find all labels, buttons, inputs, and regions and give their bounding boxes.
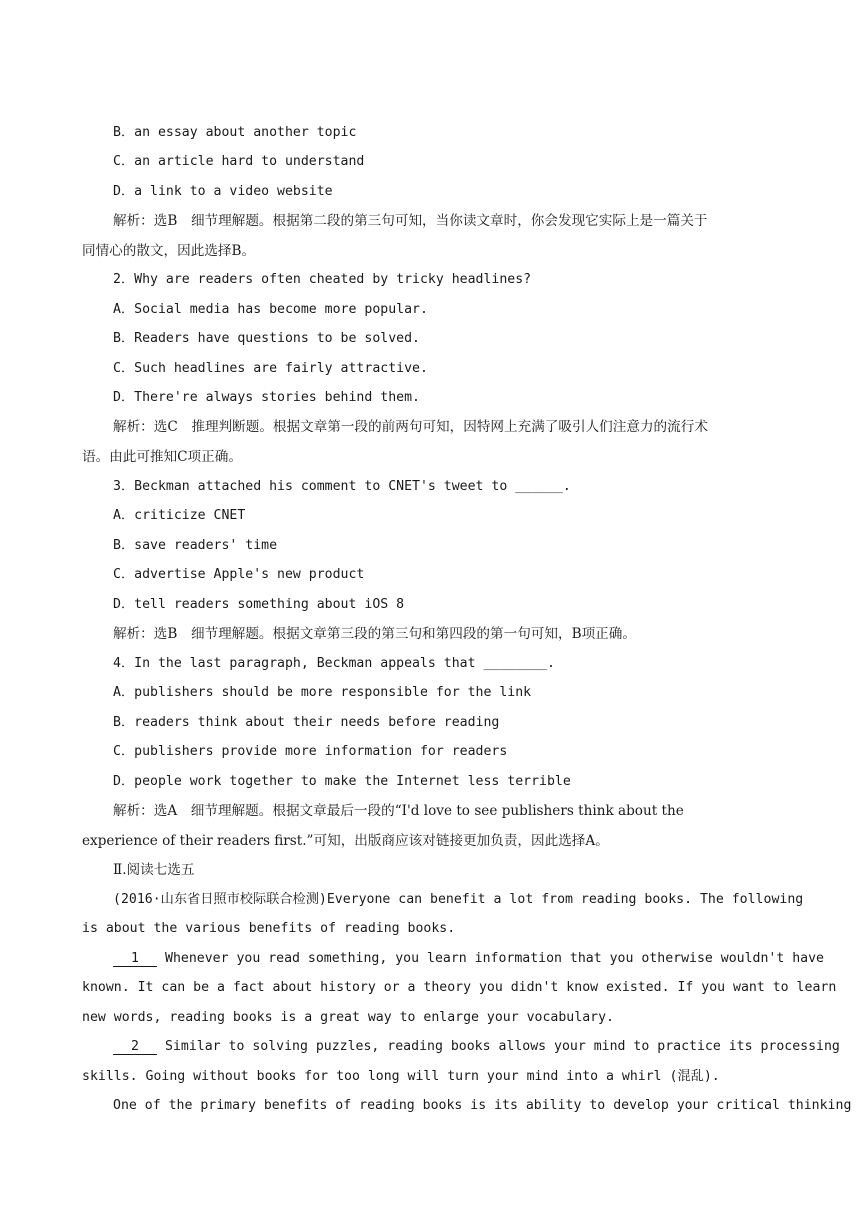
paragraph-1-line3: new words, reading books is a great way to enlarge your vocabulary.	[82, 1010, 614, 1025]
q1-option-d: D．a link to a video website	[113, 184, 333, 199]
q1-answer-line2: 同情心的散文，因此选择B。	[82, 243, 256, 259]
section-intro-line2: is about the various benefits of reading books.	[82, 921, 456, 936]
q3-answer-line1: 解析：选B 细节理解题。根据文章第三段的第三句和第四段的第一句可知，B项正确。	[113, 626, 636, 642]
paragraph-3-line1: One of the primary benefits of reading books is its ability to develop your critical thinking	[113, 1098, 852, 1113]
q3-option-c: C．advertise Apple's new product	[113, 567, 365, 582]
q2-option-d: D．There're always stories behind them.	[113, 390, 420, 405]
q4-option-c: C．publishers provide more information for readers	[113, 744, 508, 759]
q2-option-a: A．Social media has become more popular.	[113, 302, 428, 317]
q1-option-b: B．an essay about another topic	[113, 125, 357, 140]
q1-answer-line1: 解析：选B 细节理解题。根据第二段的第三句可知，当你读文章时，你会发现它实际上是一篇关于	[113, 213, 708, 229]
q4-option-d: D．people work together to make the Internet less terrible	[113, 774, 571, 789]
q4-answer-text: 解析：选A 细节理解题。根据文章最后一段的“I'd love to see publishers think about the	[113, 803, 684, 819]
q1-option-c: C．an article hard to understand	[113, 154, 365, 169]
blank-2[interactable]: 2	[113, 1040, 157, 1055]
paragraph-2-line2: skills. Going without books for too long will turn your mind into a whirl (混乱).	[82, 1069, 720, 1084]
q4-answer-line2	[82, 832, 779, 850]
q2-stem: 2．Why are readers often cheated by tricky headlines?	[113, 272, 532, 287]
q4-stem: 4．In the last paragraph, Beckman appeals that ________.	[113, 656, 555, 671]
paragraph-1-line2: known. It can be a fact about history or a theory you didn't know existed. If you want to learn	[82, 980, 837, 995]
q2-answer-line2: 语。由此可推知C项正确。	[82, 449, 242, 465]
paragraph-2-text: Similar to solving puzzles, reading books allows your mind to practice its processing	[165, 1039, 840, 1054]
q4-option-a: A．publishers should be more responsible for the link	[113, 685, 532, 700]
q3-option-a: A．criticize CNET	[113, 508, 246, 523]
paragraph-2-line1	[113, 1038, 840, 1056]
paragraph-1-text: Whenever you read something, you learn information that you otherwise wouldn't have	[165, 951, 824, 966]
q3-option-d: D．tell readers something about iOS 8	[113, 597, 405, 612]
q2-option-b: B．Readers have questions to be solved.	[113, 331, 420, 346]
q4-answer-text-2: experience of their readers first.”可知，出版商应该对链接更加负责，因此选择A。	[82, 833, 609, 849]
blank-1[interactable]: 1	[113, 952, 157, 967]
q3-option-b: B．save readers' time	[113, 538, 278, 553]
section-intro-line1: (2016·山东省日照市校际联合检测)Everyone can benefit a lot from reading books. The following	[113, 892, 804, 907]
section-heading: Ⅱ.阅读七选五	[113, 862, 195, 878]
q4-answer-line1	[113, 802, 779, 820]
q4-option-b: B．readers think about their needs before reading	[113, 715, 500, 730]
paragraph-1-line1	[113, 950, 824, 968]
q2-answer-line1: 解析：选C 推理判断题。根据文章第一段的前两句可知，因特网上充满了吸引人们注意力的流行术	[113, 419, 708, 435]
q3-stem: 3．Beckman attached his comment to CNET's tweet to ______.	[113, 479, 571, 494]
q2-option-c: C．Such headlines are fairly attractive.	[113, 361, 428, 376]
